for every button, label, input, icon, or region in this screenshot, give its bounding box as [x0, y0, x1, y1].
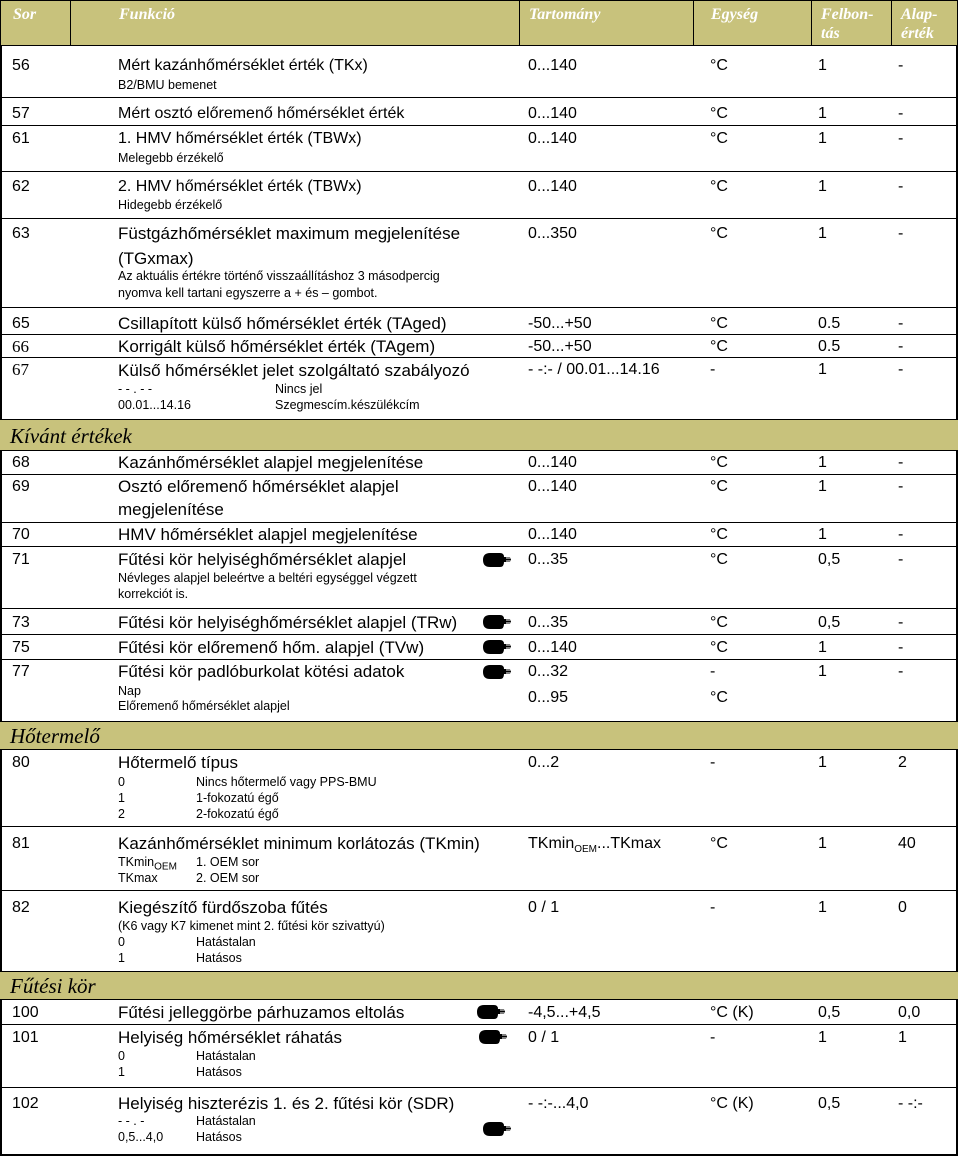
row-number: 67	[12, 360, 29, 379]
row-range: 0...140	[528, 639, 577, 656]
row-function: Hőtermelő típus	[118, 753, 238, 772]
option-key: TKmax	[118, 871, 158, 885]
row-number: 63	[12, 225, 30, 242]
row-default: -	[898, 639, 904, 656]
row-resolution: 1	[818, 361, 827, 378]
row-resolution: 0.5	[818, 338, 841, 355]
row-default: 2	[898, 754, 907, 771]
row-unit: °C	[710, 454, 728, 471]
row-resolution: 1	[818, 1029, 827, 1046]
section-header-hotermelo: Hőtermelő	[0, 722, 958, 749]
row-range: 0...140	[528, 57, 577, 74]
row-resolution: 1	[818, 835, 827, 852]
row-function: 1. HMV hőmérséklet érték (TBWx)	[118, 130, 362, 147]
row-unit: °C	[710, 526, 728, 543]
row-range: 0...140	[528, 105, 577, 122]
option-key: 0	[118, 775, 125, 789]
row-number: 73	[12, 614, 30, 631]
row-function: Fűtési kör előremenő hőm. alapjel (TVw)	[118, 638, 425, 657]
row-default: -	[898, 454, 904, 471]
row-function: Füstgázhőmérséklet maximum megjelenítése	[118, 224, 461, 243]
row-function: Fűtési kör helyiséghőmérséklet alapjel	[118, 550, 407, 569]
option-key: 1	[118, 951, 125, 965]
row-resolution: 0,5	[818, 1004, 841, 1021]
row-function-cont: (TGxmax)	[118, 249, 194, 268]
option-value: 2. OEM sor	[196, 871, 260, 885]
row-function: Fűtési kör helyiséghőmérséklet alapjel (TRw)	[118, 613, 458, 632]
row-unit: °C (K)	[710, 1095, 754, 1112]
pointing-hand-icon	[482, 660, 512, 684]
row-function: Fűtési jelleggörbe párhuzamos eltolás	[118, 1003, 405, 1022]
row-number: 71	[12, 551, 30, 568]
row-function: Helyiség hiszterézis 1. és 2. fűtési kör (SDR)	[118, 1094, 455, 1113]
option-value: Hatástalan	[196, 935, 256, 949]
row-range: 0...35	[528, 551, 569, 568]
pointing-hand-icon	[482, 610, 512, 634]
row-default: 40	[898, 835, 916, 852]
option-value: Nincs hőtermelő vagy PPS-BMU	[196, 775, 377, 789]
row-unit: °C	[710, 551, 728, 568]
row-default: -	[898, 614, 904, 631]
option-key: 0	[118, 1049, 125, 1063]
row-unit: °C	[710, 315, 728, 332]
row-unit: °C	[710, 478, 728, 495]
row-number: 75	[12, 639, 30, 656]
option-value: 1-fokozatú égő	[196, 791, 279, 805]
option-key: 0	[118, 935, 125, 949]
row-range-2: 0...95	[528, 689, 569, 706]
row-resolution: 0,5	[818, 1095, 841, 1112]
row-number: 57	[12, 105, 30, 122]
row-resolution: 1	[818, 663, 827, 680]
row-unit: -	[710, 1029, 716, 1046]
row-number: 56	[12, 57, 30, 74]
row-range: - -:- / 00.01...14.16	[528, 361, 660, 378]
row-unit: °C	[710, 835, 728, 852]
option-key: TKmin$_{OEM}$	[118, 855, 177, 873]
row-unit: °C	[710, 338, 728, 355]
row-range: TKmin$_{OEM}$...TKmax	[528, 835, 662, 856]
option-key: - - . - -	[118, 382, 153, 396]
row-function: Korrigált külső hőmérséklet érték (TAgem)	[118, 337, 436, 356]
row-number: 65	[12, 315, 30, 332]
row-default: -	[898, 526, 904, 543]
row-number: 70	[12, 526, 30, 543]
option-value: Hatásos	[196, 951, 242, 965]
header-alapertek: Alap- érték	[901, 6, 938, 42]
row-resolution: 1	[818, 754, 827, 771]
row-resolution: 1	[818, 639, 827, 656]
option-key: 1	[118, 1065, 125, 1079]
header-egyseg: Egység	[711, 6, 759, 23]
header-tartomany: Tartomány	[529, 6, 601, 23]
pointing-hand-icon	[482, 548, 512, 572]
row-resolution: 1	[818, 130, 827, 147]
option-key: - - . -	[118, 1114, 145, 1128]
row-function: Külső hőmérséklet jelet szolgáltató szabályozó	[118, 361, 470, 380]
row-resolution: 1	[818, 526, 827, 543]
pointing-hand-icon	[478, 1025, 508, 1049]
row-default: 0	[898, 899, 907, 916]
option-value: 1. OEM sor	[196, 855, 260, 869]
row-unit: °C	[710, 614, 728, 631]
option-key: 00.01...14.16	[118, 398, 191, 412]
row-default: -	[898, 478, 904, 495]
row-range: 0 / 1	[528, 899, 560, 916]
section-header-kivant: Kívánt értékek	[0, 420, 958, 450]
row-note-cont: Előremenő hőmérséklet alapjel	[118, 699, 290, 713]
row-default: -	[898, 551, 904, 568]
row-default: -	[898, 178, 904, 195]
row-note-cont: korrekciót is.	[118, 587, 189, 601]
row-default: -	[898, 315, 904, 332]
row-range: 0...35	[528, 614, 569, 631]
row-note: Melegebb érzékelő	[118, 151, 224, 165]
row-range: 0...140	[528, 454, 577, 471]
row-default: 1	[898, 1029, 907, 1046]
row-number: 69	[12, 478, 30, 495]
row-resolution: 1	[818, 178, 827, 195]
row-unit: °C	[710, 178, 728, 195]
row-default: -	[898, 361, 904, 378]
row-function: Osztó előremenő hőmérséklet alapjel	[118, 477, 399, 496]
row-number: 100	[12, 1004, 39, 1021]
row-resolution: 1	[818, 225, 827, 242]
option-value: Hatástalan	[196, 1114, 256, 1128]
row-unit: -	[710, 899, 716, 916]
row-resolution: 1	[818, 105, 827, 122]
row-number: 62	[12, 178, 30, 195]
row-default: -	[898, 105, 904, 122]
row-default: -	[898, 663, 904, 680]
row-note: (K6 vagy K7 kimenet mint 2. fűtési kör szivattyú)	[118, 919, 385, 933]
header-sor: Sor	[13, 6, 37, 23]
option-value: Nincs jel	[275, 382, 323, 396]
row-function: Kazánhőmérséklet minimum korlátozás (TKmin)	[118, 834, 480, 853]
option-key: 2	[118, 807, 125, 821]
option-value: Hatástalan	[196, 1049, 256, 1063]
row-resolution: 1	[818, 57, 827, 74]
row-range: -4,5...+4,5	[528, 1004, 601, 1021]
row-default: - -:-	[898, 1095, 923, 1112]
row-unit: °C	[710, 130, 728, 147]
row-note: Hidegebb érzékelő	[118, 198, 223, 212]
option-value: Szegmescím.készülékcím	[275, 398, 420, 412]
row-range: -50...+50	[528, 315, 592, 332]
row-unit: °C	[710, 639, 728, 656]
row-function: Csillapított külső hőmérséklet érték (TAged)	[118, 314, 447, 333]
row-range: 0...140	[528, 526, 577, 543]
row-range: 0...32	[528, 663, 569, 680]
row-range: 0...140	[528, 130, 577, 147]
row-default: -	[898, 338, 904, 355]
row-function: Kiegészítő fürdőszoba fűtés	[118, 898, 328, 917]
header-felbontas: Felbon- tás	[821, 6, 874, 42]
table-header	[0, 0, 958, 46]
row-unit: °C (K)	[710, 1004, 754, 1021]
row-unit: -	[710, 663, 716, 680]
row-function-cont: megjelenítése	[118, 500, 224, 519]
row-function: Mért osztó előremenő hőmérséklet érték	[118, 105, 405, 122]
option-key: 1	[118, 791, 125, 805]
row-resolution: 0.5	[818, 315, 841, 332]
pointing-hand-icon	[476, 1000, 506, 1024]
row-resolution: 1	[818, 454, 827, 471]
row-range: 0...140	[528, 478, 577, 495]
row-range: 0 / 1	[528, 1029, 560, 1046]
option-value: Hatásos	[196, 1065, 242, 1079]
row-number: 102	[12, 1095, 39, 1112]
row-range: - -:-...4,0	[528, 1095, 589, 1112]
row-default: 0,0	[898, 1004, 921, 1021]
row-default: -	[898, 130, 904, 147]
row-number: 80	[12, 754, 30, 771]
row-range: 0...2	[528, 754, 560, 771]
row-default: -	[898, 225, 904, 242]
row-range: 0...140	[528, 178, 577, 195]
row-range: -50...+50	[528, 338, 592, 355]
row-unit: °C	[710, 105, 728, 122]
row-unit-2: °C	[710, 689, 728, 706]
pointing-hand-icon	[482, 1117, 512, 1141]
row-note: Nap	[118, 684, 141, 698]
row-number: 66	[12, 337, 29, 356]
section-header-futesi-kor: Fűtési kör	[0, 972, 958, 999]
row-default: -	[898, 57, 904, 74]
row-unit: -	[710, 361, 716, 378]
row-resolution: 1	[818, 899, 827, 916]
row-note-cont: nyomva kell tartani egyszerre a + és – gombot.	[118, 286, 378, 300]
pointing-hand-icon	[482, 635, 512, 659]
row-unit: °C	[710, 57, 728, 74]
row-resolution: 0,5	[818, 551, 841, 568]
row-number: 77	[12, 663, 30, 680]
row-function: 2. HMV hőmérséklet érték (TBWx)	[118, 178, 362, 195]
row-number: 68	[12, 454, 30, 471]
row-function: Helyiség hőmérséklet ráhatás	[118, 1028, 342, 1047]
row-note: Névleges alapjel beleértve a beltéri egységgel végzett	[118, 571, 417, 585]
row-resolution: 0,5	[818, 614, 841, 631]
option-key: 0,5...4,0	[118, 1130, 164, 1144]
row-number: 101	[12, 1029, 39, 1046]
row-unit: -	[710, 754, 716, 771]
row-function: Fűtési kör padlóburkolat kötési adatok	[118, 662, 405, 681]
row-resolution: 1	[818, 478, 827, 495]
option-value: Hatásos	[196, 1130, 242, 1144]
row-number: 81	[12, 835, 30, 852]
row-number: 61	[12, 130, 30, 147]
row-function: Mért kazánhőmérséklet érték (TKx)	[118, 57, 368, 74]
header-funkcio: Funkció	[119, 6, 176, 23]
row-function: HMV hőmérséklet alapjel megjelenítése	[118, 525, 418, 544]
row-unit: °C	[710, 225, 728, 242]
row-note: B2/BMU bemenet	[118, 78, 217, 92]
row-function: Kazánhőmérséklet alapjel megjelenítése	[118, 453, 424, 472]
option-value: 2-fokozatú égő	[196, 807, 279, 821]
row-range: 0...350	[528, 225, 577, 242]
row-note: Az aktuális értékre történő visszaállításhoz 3 másodpercig	[118, 269, 440, 283]
row-number: 82	[12, 899, 30, 916]
